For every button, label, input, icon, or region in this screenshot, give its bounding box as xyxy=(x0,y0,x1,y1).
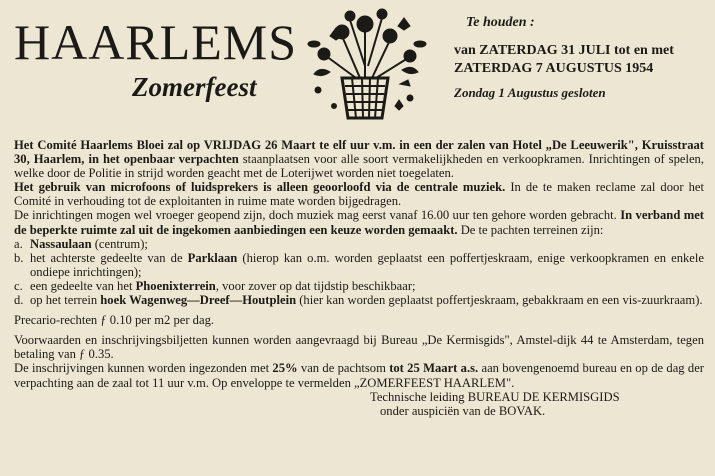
rules-text-1: In de te maken reclame zal door het Comité in verhouding tot de exploitanten in ruime mate worden bijgedragen. xyxy=(14,180,704,209)
page-title: HAARLEMS xyxy=(14,14,298,70)
list-letter: b. xyxy=(14,250,24,265)
list-item xyxy=(14,251,704,279)
signature-line-1: Technische leiding BUREAU DE KERMISGIDS xyxy=(370,389,620,404)
list-item xyxy=(14,279,704,293)
list-letter: a. xyxy=(14,236,23,251)
terrain-list xyxy=(14,237,704,307)
list-text: op het terrein xyxy=(30,293,101,308)
registration-bold: 25% xyxy=(272,361,298,376)
registration-text: van de pachtsom xyxy=(297,361,390,376)
rules-bold-2: In verband met de beperkte ruimte zal uit de ingekomen aanbiedingen een keuze worden gemaakt. xyxy=(14,208,704,237)
list-text: (hier kan worden geplaatst poffertjeskraam, gebakkraam en een vis-zuurkraam). xyxy=(296,293,703,308)
rules-text-2: De inrichtingen mogen wel vroeger geopend zijn, doch muziek mag eerst vanaf 16.00 uur ten gehore worden gebracht. xyxy=(14,208,617,223)
dates-line-1: van ZATERDAG 31 JULI tot en met xyxy=(454,43,674,58)
list-text: , voor zover op dat tijdstip beschikbaar; xyxy=(215,278,416,293)
list-text: (hierop kan o.m. worden geplaatst een poffertjeskraam, enige verkoopkramen en enkele ondiepe inrichtingen); xyxy=(30,250,704,279)
dates-line-2: ZATERDAG 7 AUGUSTUS 1954 xyxy=(454,61,654,76)
precario-line: Precario-rechten ƒ 0.10 per m2 per dag. xyxy=(14,313,215,328)
list-item xyxy=(14,237,704,251)
hold-label: Te houden : xyxy=(466,15,535,30)
list-text: een gedeelte van het xyxy=(30,278,136,293)
conditions-paragraph: Voorwaarden en inschrijvingsbiljetten kunnen worden aangevraagd bij Bureau „De Kermisgids", Amstel-dijk 44 te Amsterdam, tegen betaling van ƒ 0.35. xyxy=(14,333,704,362)
announcement-body xyxy=(14,138,704,418)
list-bold: Phoenixterrein xyxy=(135,278,216,293)
intro-paragraph xyxy=(14,138,704,180)
intro-bold: Het Comité Haarlems Bloei zal op VRIJDAG 26 Maart te elf uur v.m. in een der zalen van Hotel „De Leeuwerik", Kruisstraat 30, Haarlem, in het openbaar verpachten xyxy=(14,138,704,167)
list-bold: Parklaan xyxy=(187,250,238,265)
dates-block xyxy=(454,42,710,78)
list-letter: c. xyxy=(14,278,23,293)
rules-paragraph xyxy=(14,180,704,236)
registration-text: De inschrijvingen kunnen worden ingezonden met xyxy=(14,361,273,376)
registration-text: aan bovengenoemd bureau en op de dag der verpachting aan de zaal tot 11 uur v.m. Op enveloppe te vermelden „ZOMERFEEST HAARLEM". xyxy=(14,361,704,390)
page-subtitle: Zomerfeest xyxy=(132,72,257,102)
rules-bold-1: Het gebruik van microfoons of luidsprekers is alleen geoorloofd via de centrale muziek. xyxy=(14,180,506,195)
event-dates xyxy=(454,14,710,102)
registration-bold: tot 25 Maart a.s. xyxy=(389,361,479,376)
list-text: het achterste gedeelte van de xyxy=(30,250,188,265)
list-text: (centrum); xyxy=(91,236,148,251)
list-bold: Nassaulaan xyxy=(30,236,92,251)
list-letter: d. xyxy=(14,293,24,308)
signature-block xyxy=(14,390,704,418)
intro-text: staanplaatsen voor alle soort vermakelijkheden en verkoopkramen. Inrichtingen of spelen, welke door de Politie in strijd worden geacht met de Loterijwet worden niet toegelaten. xyxy=(14,152,705,181)
flower-basket-logo xyxy=(290,6,440,130)
rules-text-3: De te pachten terreinen zijn: xyxy=(457,222,604,237)
registration-paragraph xyxy=(14,361,704,389)
signature-line-2: onder auspiciën van de BOVAK. xyxy=(380,403,546,418)
list-bold: hoek Wagenweg—Dreef—Houtplein xyxy=(100,293,297,308)
closed-notice: Zondag 1 Augustus gesloten xyxy=(454,85,606,100)
list-item xyxy=(14,293,704,307)
